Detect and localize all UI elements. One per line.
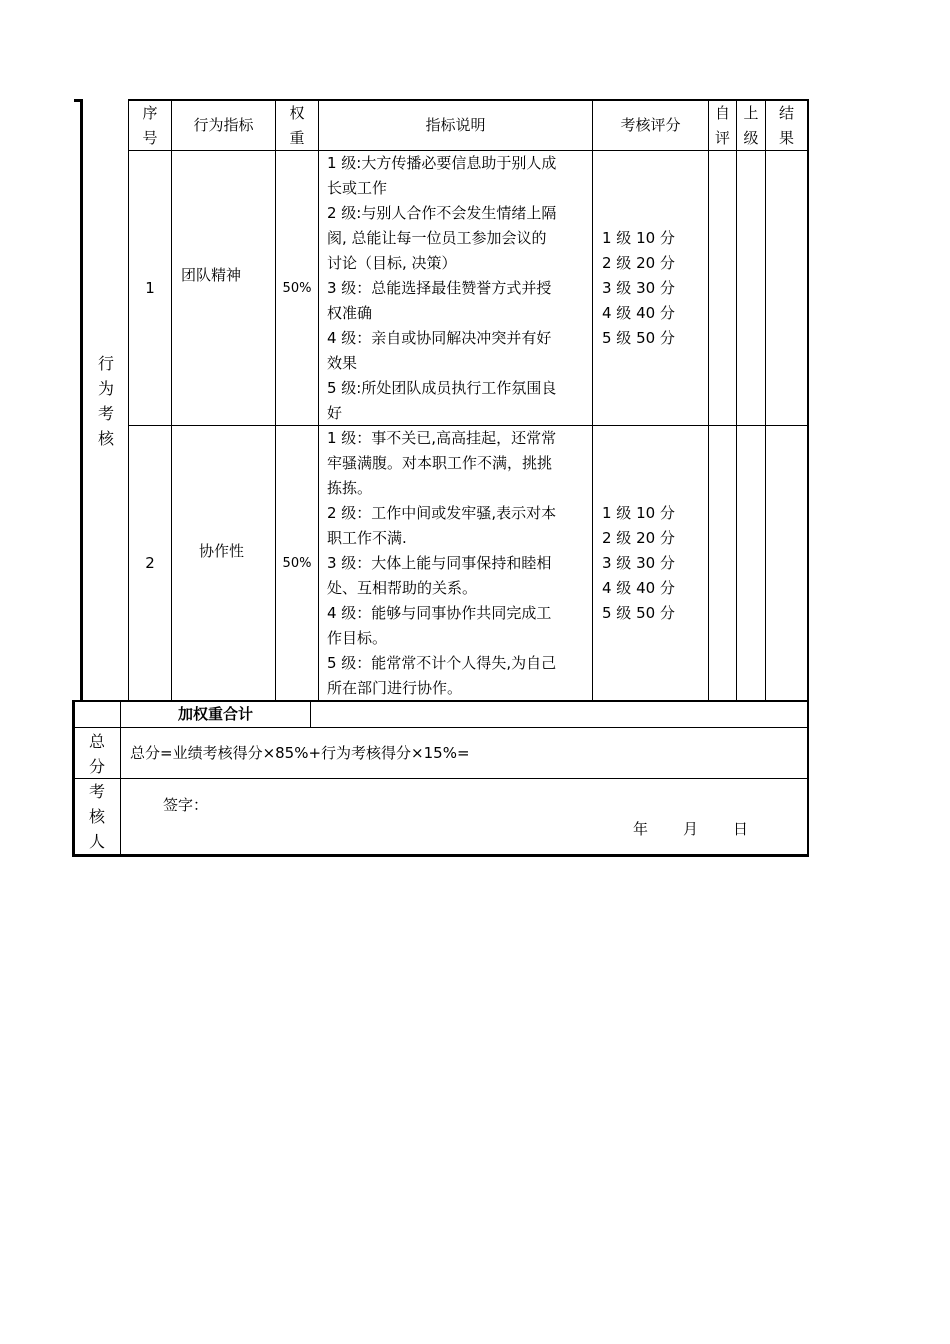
row-1-seq: 1 [145, 279, 155, 297]
table-border [736, 99, 737, 702]
header-result: 结 果 [778, 104, 794, 147]
table-border [318, 99, 319, 702]
header-weight: 权 重 [289, 104, 305, 147]
table-border [80, 99, 83, 702]
table-border [128, 99, 129, 702]
table-border [72, 854, 809, 857]
row-2-scores: 1 级 10 分 2 级 20 分 3 级 30 分 4 级 40 分 5 级 50 分 [602, 504, 675, 622]
signature-label: 签字： [163, 796, 209, 814]
row-2-description: 1 级：事不关已,高高挂起，还常常 牢骚满腹。对本职工作不满，挑挑 拣拣。 2 级：工作中间或发牢骚,表示对本 职工作不满. 3 级：大体上能与同事保持和睦相 处、互相帮助的关系。 4 级：能够与同事协作共同完成工 作目标。 5 级：能常常不计个人得失,为自己 所在部门进行协作。 [327, 429, 557, 697]
table-border [128, 99, 809, 101]
header-indicator: 行为指标 [193, 116, 254, 134]
row-2-indicator: 协作性 [199, 542, 245, 560]
weighted-total-label: 加权重合计 [177, 705, 253, 723]
row-2-seq: 2 [145, 554, 155, 572]
header-seq: 序 号 [142, 104, 158, 147]
table-border [275, 99, 276, 702]
row-1-scores: 1 级 10 分 2 级 20 分 3 级 30 分 4 级 40 分 5 级 50 分 [602, 229, 675, 347]
header-description: 指标说明 [425, 116, 486, 134]
row-1-weight: 50% [282, 281, 312, 296]
table-border [72, 727, 809, 728]
row-2-weight: 50% [282, 556, 312, 571]
row-1-indicator: 团队精神 [181, 266, 242, 284]
header-superior: 上 级 [743, 104, 759, 147]
total-formula: 总分=业绩考核得分×85%+行为考核得分×15%= [130, 744, 470, 762]
table-border [171, 99, 172, 702]
table-border [72, 778, 809, 779]
section-label-behavior: 行 为 考 核 [97, 354, 114, 448]
date-month: 月 [683, 820, 699, 838]
total-label: 总 分 [88, 732, 105, 776]
date-year: 年 [633, 820, 649, 838]
row-1-description: 1 级:大方传播必要信息助于别人成 长或工作 2 级:与别人合作不会发生情绪上隔 阂, 总能让每一位员工参加会议的 讨论（目标, 决策） 3 级：总能选择最佳赞誉方式并授 权准确 4 级：亲自或协同解决冲突并有好 效果 5 级:所处团队成员执行工作氛围良 好 [327, 154, 557, 422]
header-self-eval: 自 评 [714, 104, 730, 147]
table-border [592, 99, 593, 702]
table-border [708, 99, 709, 702]
header-scoring: 考核评分 [620, 116, 681, 134]
date-day: 日 [733, 820, 749, 838]
table-border [765, 99, 766, 702]
table-border [310, 700, 311, 728]
assessor-label: 考 核 人 [88, 782, 105, 851]
table-border [807, 99, 809, 857]
